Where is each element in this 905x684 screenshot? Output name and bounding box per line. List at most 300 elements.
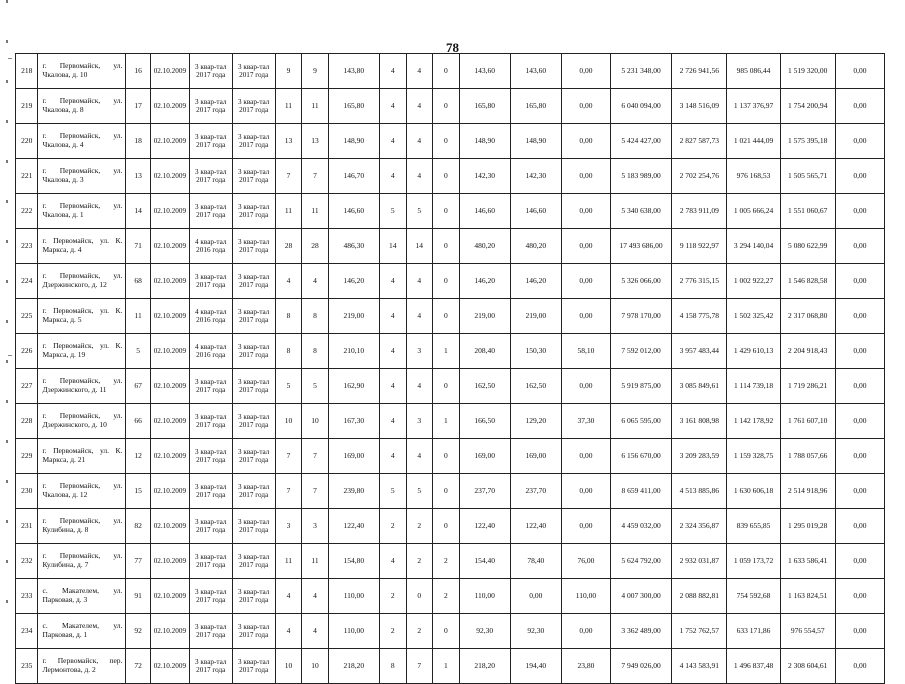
cell-cost-extra: 0,00 [835,649,884,684]
crop-mark [8,58,12,59]
cell-planned-date: 3 квар-тал 2017 года [189,439,232,474]
cell-recognition-date: 02.10.2009 [150,509,189,544]
cell-cost-total: 6 156 670,00 [610,439,671,474]
cell-cost-region: 1 005 666,24 [727,194,780,229]
cell-area-municipal: 219,00 [510,299,561,334]
cell-area-municipal: 0,00 [510,579,561,614]
cell-area-municipal: 165,80 [510,89,561,124]
cell-cost-fund: 4 513 885,86 [672,474,727,509]
cell-cost-local: 976 554,57 [780,614,835,649]
cell-area-private: 0,00 [561,299,610,334]
cell-address: г. Первомайск, ул. К. Маркса, д. 21 [38,439,126,474]
cell-units-total: 4 [379,159,406,194]
cell-recognition-date: 02.10.2009 [150,229,189,264]
cell-area-total: 486,30 [328,229,379,264]
cell-row-number: 229 [16,439,38,474]
cell-planned-date: 3 квар-тал 2017 года [189,579,232,614]
cell-row-number: 220 [16,124,38,159]
table-row [16,579,885,614]
cell-area-resettled: 146,20 [459,264,510,299]
cell-house-number: 5 [126,334,151,369]
cell-area-private: 58,10 [561,334,610,369]
cell-units-total: 4 [379,544,406,579]
cell-cost-total: 5 183 989,00 [610,159,671,194]
cell-cost-local: 2 317 068,80 [780,299,835,334]
cell-residents-planned: 8 [275,334,302,369]
cell-units-private: 1 [433,404,460,439]
table-row [16,89,885,124]
cell-area-private: 23,80 [561,649,610,684]
cell-cost-fund: 3 085 849,61 [672,369,727,404]
cell-cost-extra: 0,00 [835,509,884,544]
cell-cost-region: 1 502 325,42 [727,299,780,334]
cell-units-total: 4 [379,54,406,89]
table-body [16,54,885,684]
cell-actual-date: 3 квар-тал 2017 года [232,369,275,404]
cell-units-private: 0 [433,124,460,159]
cell-cost-total: 5 424 427,00 [610,124,671,159]
cell-units-total: 4 [379,439,406,474]
cell-row-number: 228 [16,404,38,439]
cell-cost-fund: 2 088 882,81 [672,579,727,614]
cell-residents-resettled: 10 [302,404,329,439]
cell-house-number: 14 [126,194,151,229]
cell-cost-extra: 0,00 [835,579,884,614]
cell-cost-extra: 0,00 [835,334,884,369]
cell-area-resettled: 162,50 [459,369,510,404]
cell-cost-fund: 4 143 583,91 [672,649,727,684]
cell-residents-resettled: 7 [302,439,329,474]
cell-cost-extra: 0,00 [835,474,884,509]
cell-area-municipal: 480,20 [510,229,561,264]
cell-units-private: 2 [433,579,460,614]
cell-area-private: 0,00 [561,194,610,229]
cell-house-number: 71 [126,229,151,264]
cell-cost-region: 1 496 837,48 [727,649,780,684]
cell-address: г. Первомайск, ул. К. Маркса, д. 19 [38,334,126,369]
cell-cost-extra: 0,00 [835,194,884,229]
cell-area-total: 210,10 [328,334,379,369]
cell-planned-date: 3 квар-тал 2017 года [189,54,232,89]
table-row [16,159,885,194]
table-row [16,614,885,649]
table-row [16,474,885,509]
cell-cost-total: 7 978 170,00 [610,299,671,334]
cell-house-number: 16 [126,54,151,89]
cell-cost-region: 1 159 328,75 [727,439,780,474]
cell-area-total: 110,00 [328,614,379,649]
cell-address: г. Первомайск, ул. К. Маркса, д. 5 [38,299,126,334]
cell-planned-date: 3 квар-тал 2017 года [189,124,232,159]
cell-cost-total: 5 919 875,00 [610,369,671,404]
cell-residents-resettled: 4 [302,614,329,649]
cell-units-total: 4 [379,404,406,439]
cell-address: г. Первомайск, ул. Дзержинского, д. 11 [38,369,126,404]
cell-units-private: 0 [433,194,460,229]
cell-residents-resettled: 9 [302,54,329,89]
cell-house-number: 91 [126,579,151,614]
cell-cost-fund: 3 161 808,98 [672,404,727,439]
cell-recognition-date: 02.10.2009 [150,194,189,229]
cell-house-number: 15 [126,474,151,509]
cell-area-resettled: 143,60 [459,54,510,89]
cell-cost-region: 1 002 922,27 [727,264,780,299]
cell-area-total: 110,00 [328,579,379,614]
table-row [16,54,885,89]
cell-cost-extra: 0,00 [835,89,884,124]
cell-cost-extra: 0,00 [835,124,884,159]
cell-recognition-date: 02.10.2009 [150,439,189,474]
cell-recognition-date: 02.10.2009 [150,124,189,159]
cell-actual-date: 3 квар-тал 2017 года [232,579,275,614]
cell-cost-fund: 4 158 775,78 [672,299,727,334]
cell-units-municipal: 4 [406,264,433,299]
cell-house-number: 11 [126,299,151,334]
cell-cost-total: 5 624 792,00 [610,544,671,579]
cell-row-number: 231 [16,509,38,544]
cell-cost-extra: 0,00 [835,229,884,264]
cell-row-number: 232 [16,544,38,579]
cell-cost-region: 839 655,85 [727,509,780,544]
cell-actual-date: 3 квар-тал 2017 года [232,509,275,544]
cell-units-private: 0 [433,474,460,509]
cell-actual-date: 3 квар-тал 2017 года [232,614,275,649]
cell-planned-date: 3 квар-тал 2017 года [189,614,232,649]
cell-units-private: 0 [433,229,460,264]
cell-area-total: 122,40 [328,509,379,544]
cell-units-private: 2 [433,544,460,579]
cell-residents-planned: 28 [275,229,302,264]
cell-cost-region: 1 429 610,13 [727,334,780,369]
cell-area-total: 218,20 [328,649,379,684]
cell-planned-date: 3 квар-тал 2017 года [189,194,232,229]
cell-units-municipal: 4 [406,439,433,474]
cell-recognition-date: 02.10.2009 [150,369,189,404]
cell-recognition-date: 02.10.2009 [150,89,189,124]
cell-row-number: 225 [16,299,38,334]
cell-area-total: 146,20 [328,264,379,299]
left-margin-dashes [6,0,8,640]
cell-actual-date: 3 квар-тал 2017 года [232,194,275,229]
cell-cost-local: 1 551 060,67 [780,194,835,229]
cell-area-resettled: 148,90 [459,124,510,159]
cell-area-total: 167,30 [328,404,379,439]
cell-units-total: 2 [379,579,406,614]
cell-units-municipal: 4 [406,54,433,89]
cell-residents-resettled: 11 [302,89,329,124]
cell-area-private: 0,00 [561,614,610,649]
cell-address: г. Первомайск, ул. Чкалова, д. 10 [38,54,126,89]
cell-actual-date: 3 квар-тал 2017 года [232,89,275,124]
cell-row-number: 223 [16,229,38,264]
cell-house-number: 13 [126,159,151,194]
cell-cost-total: 4 459 032,00 [610,509,671,544]
cell-area-private: 0,00 [561,369,610,404]
cell-cost-extra: 0,00 [835,54,884,89]
cell-recognition-date: 02.10.2009 [150,474,189,509]
cell-residents-resettled: 3 [302,509,329,544]
cell-planned-date: 3 квар-тал 2017 года [189,474,232,509]
cell-area-total: 219,00 [328,299,379,334]
cell-row-number: 230 [16,474,38,509]
cell-cost-region: 1 137 376,97 [727,89,780,124]
cell-units-total: 2 [379,509,406,544]
cell-address: с. Макателем, ул. Парковая, д. 1 [38,614,126,649]
cell-house-number: 82 [126,509,151,544]
cell-residents-resettled: 8 [302,334,329,369]
cell-residents-resettled: 4 [302,264,329,299]
cell-recognition-date: 02.10.2009 [150,544,189,579]
cell-actual-date: 3 квар-тал 2017 года [232,124,275,159]
cell-residents-planned: 5 [275,369,302,404]
cell-units-municipal: 14 [406,229,433,264]
cell-area-resettled: 165,80 [459,89,510,124]
cell-area-municipal: 129,20 [510,404,561,439]
cell-recognition-date: 02.10.2009 [150,54,189,89]
cell-residents-resettled: 28 [302,229,329,264]
cell-cost-extra: 0,00 [835,264,884,299]
cell-area-private: 0,00 [561,89,610,124]
cell-cost-fund: 2 324 356,87 [672,509,727,544]
cell-residents-resettled: 13 [302,124,329,159]
cell-cost-extra: 0,00 [835,159,884,194]
cell-cost-total: 6 040 094,00 [610,89,671,124]
cell-area-municipal: 78,40 [510,544,561,579]
cell-units-total: 8 [379,649,406,684]
cell-residents-resettled: 4 [302,579,329,614]
cell-units-private: 0 [433,159,460,194]
cell-units-municipal: 2 [406,614,433,649]
cell-address: г. Первомайск, пер. Лермонтова, д. 2 [38,649,126,684]
cell-area-private: 0,00 [561,474,610,509]
cell-area-total: 148,90 [328,124,379,159]
cell-residents-planned: 8 [275,299,302,334]
cell-address: г. Первомайск, ул. К. Маркса, д. 4 [38,229,126,264]
cell-cost-fund: 2 932 031,87 [672,544,727,579]
cell-units-total: 5 [379,194,406,229]
cell-residents-planned: 11 [275,544,302,579]
cell-actual-date: 3 квар-тал 2017 года [232,544,275,579]
cell-actual-date: 3 квар-тал 2017 года [232,54,275,89]
cell-row-number: 234 [16,614,38,649]
cell-cost-region: 1 630 606,18 [727,474,780,509]
cell-units-private: 0 [433,614,460,649]
cell-area-resettled: 169,00 [459,439,510,474]
cell-cost-local: 1 788 057,66 [780,439,835,474]
cell-units-total: 4 [379,334,406,369]
cell-area-resettled: 208,40 [459,334,510,369]
cell-cost-region: 1 114 739,18 [727,369,780,404]
table-row [16,124,885,159]
cell-units-total: 5 [379,474,406,509]
cell-planned-date: 4 квар-тал 2016 года [189,299,232,334]
cell-area-resettled: 219,00 [459,299,510,334]
cell-house-number: 68 [126,264,151,299]
cell-actual-date: 3 квар-тал 2017 года [232,299,275,334]
cell-area-municipal: 122,40 [510,509,561,544]
cell-units-municipal: 5 [406,474,433,509]
cell-area-resettled: 92,30 [459,614,510,649]
cell-cost-region: 1 021 444,09 [727,124,780,159]
cell-units-municipal: 2 [406,544,433,579]
cell-cost-local: 1 633 586,41 [780,544,835,579]
cell-units-private: 0 [433,299,460,334]
cell-house-number: 72 [126,649,151,684]
cell-cost-region: 1 142 178,92 [727,404,780,439]
cell-units-total: 4 [379,264,406,299]
table-row [16,299,885,334]
cell-row-number: 222 [16,194,38,229]
cell-cost-region: 985 086,44 [727,54,780,89]
crop-mark [8,355,12,356]
cell-residents-planned: 4 [275,264,302,299]
cell-recognition-date: 02.10.2009 [150,404,189,439]
cell-area-total: 239,80 [328,474,379,509]
cell-residents-resettled: 11 [302,544,329,579]
cell-cost-fund: 2 827 587,73 [672,124,727,159]
cell-cost-local: 1 505 565,71 [780,159,835,194]
cell-area-resettled: 142,30 [459,159,510,194]
cell-cost-local: 1 295 019,28 [780,509,835,544]
cell-house-number: 77 [126,544,151,579]
cell-residents-resettled: 7 [302,474,329,509]
cell-units-total: 4 [379,299,406,334]
cell-row-number: 226 [16,334,38,369]
cell-units-municipal: 2 [406,509,433,544]
cell-area-resettled: 237,70 [459,474,510,509]
table-row [16,509,885,544]
cell-units-private: 1 [433,334,460,369]
cell-residents-planned: 10 [275,404,302,439]
cell-units-municipal: 0 [406,579,433,614]
cell-area-resettled: 480,20 [459,229,510,264]
cell-units-municipal: 3 [406,404,433,439]
page-number: 78 [446,40,459,55]
cell-residents-resettled: 5 [302,369,329,404]
cell-address: с. Макателем, ул. Парковая, д. 3 [38,579,126,614]
cell-residents-resettled: 11 [302,194,329,229]
cell-area-municipal: 162,50 [510,369,561,404]
cell-area-private: 0,00 [561,124,610,159]
cell-planned-date: 3 квар-тал 2017 года [189,369,232,404]
cell-units-private: 0 [433,264,460,299]
cell-address: г. Первомайск, ул. Кулибина, д. 7 [38,544,126,579]
cell-units-private: 0 [433,439,460,474]
cell-units-total: 4 [379,369,406,404]
cell-cost-total: 5 326 066,00 [610,264,671,299]
cell-units-municipal: 4 [406,124,433,159]
cell-row-number: 235 [16,649,38,684]
cell-cost-fund: 9 118 922,97 [672,229,727,264]
cell-planned-date: 3 квар-тал 2017 года [189,159,232,194]
cell-actual-date: 3 квар-тал 2017 года [232,159,275,194]
cell-residents-planned: 11 [275,89,302,124]
cell-residents-planned: 3 [275,509,302,544]
cell-cost-region: 1 059 173,72 [727,544,780,579]
cell-area-municipal: 194,40 [510,649,561,684]
cell-cost-extra: 0,00 [835,404,884,439]
cell-cost-fund: 3 957 483,44 [672,334,727,369]
cell-planned-date: 3 квар-тал 2017 года [189,544,232,579]
cell-area-municipal: 143,60 [510,54,561,89]
cell-cost-fund: 2 776 315,15 [672,264,727,299]
cell-residents-planned: 7 [275,159,302,194]
cell-units-total: 4 [379,124,406,159]
table-row [16,404,885,439]
cell-cost-total: 5 231 348,00 [610,54,671,89]
cell-units-municipal: 4 [406,89,433,124]
cell-cost-fund: 3 148 516,09 [672,89,727,124]
cell-units-municipal: 7 [406,649,433,684]
cell-residents-planned: 9 [275,54,302,89]
cell-cost-local: 2 514 918,96 [780,474,835,509]
cell-house-number: 18 [126,124,151,159]
cell-area-municipal: 146,60 [510,194,561,229]
cell-area-resettled: 218,20 [459,649,510,684]
cell-area-resettled: 146,60 [459,194,510,229]
cell-cost-fund: 2 726 941,56 [672,54,727,89]
table-row [16,649,885,684]
cell-area-private: 0,00 [561,159,610,194]
cell-area-resettled: 110,00 [459,579,510,614]
cell-recognition-date: 02.10.2009 [150,299,189,334]
cell-residents-planned: 4 [275,614,302,649]
cell-cost-total: 3 362 489,00 [610,614,671,649]
cell-cost-fund: 2 702 254,76 [672,159,727,194]
cell-units-total: 2 [379,614,406,649]
cell-area-total: 146,60 [328,194,379,229]
cell-address: г. Первомайск, ул. Чкалова, д. 1 [38,194,126,229]
cell-area-municipal: 142,30 [510,159,561,194]
cell-cost-extra: 0,00 [835,544,884,579]
cell-residents-resettled: 7 [302,159,329,194]
cell-planned-date: 3 квар-тал 2017 года [189,89,232,124]
cell-cost-total: 7 592 012,00 [610,334,671,369]
table-row [16,264,885,299]
cell-house-number: 17 [126,89,151,124]
table-row [16,334,885,369]
cell-units-total: 14 [379,229,406,264]
cell-row-number: 233 [16,579,38,614]
table-row [16,369,885,404]
cell-residents-planned: 7 [275,439,302,474]
cell-cost-region: 633 171,86 [727,614,780,649]
cell-address: г. Первомайск, ул. Дзержинского, д. 12 [38,264,126,299]
cell-units-municipal: 4 [406,159,433,194]
cell-recognition-date: 02.10.2009 [150,649,189,684]
cell-cost-total: 17 493 686,00 [610,229,671,264]
cell-cost-total: 8 659 411,00 [610,474,671,509]
cell-cost-fund: 2 783 911,09 [672,194,727,229]
cell-cost-local: 1 546 828,58 [780,264,835,299]
cell-area-total: 154,80 [328,544,379,579]
cell-residents-planned: 11 [275,194,302,229]
cell-row-number: 227 [16,369,38,404]
cell-area-private: 110,00 [561,579,610,614]
cell-units-municipal: 4 [406,369,433,404]
cell-address: г. Первомайск, ул. Кулибина, д. 8 [38,509,126,544]
cell-area-total: 162,90 [328,369,379,404]
cell-recognition-date: 02.10.2009 [150,159,189,194]
cell-cost-extra: 0,00 [835,439,884,474]
cell-planned-date: 3 квар-тал 2017 года [189,264,232,299]
cell-cost-region: 754 592,68 [727,579,780,614]
cell-units-municipal: 5 [406,194,433,229]
cell-house-number: 12 [126,439,151,474]
cell-area-private: 0,00 [561,54,610,89]
cell-units-municipal: 3 [406,334,433,369]
cell-cost-local: 1 575 395,18 [780,124,835,159]
